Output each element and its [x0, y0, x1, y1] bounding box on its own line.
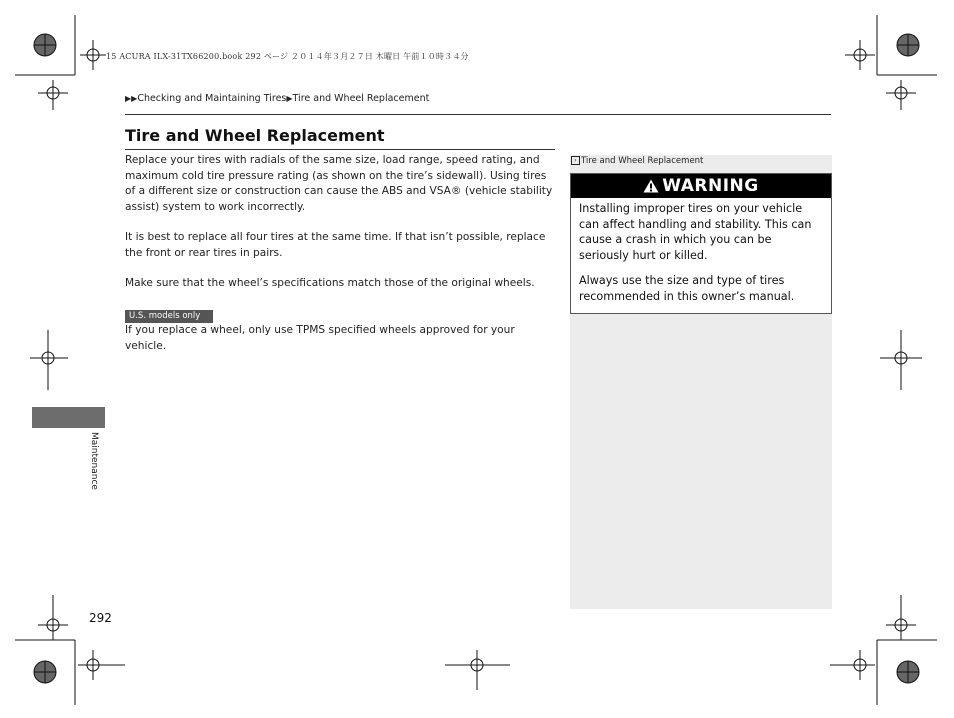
section-tab	[32, 407, 105, 428]
paragraph-tpms: If you replace a wheel, only use TPMS specified wheels approved for your vehicle.	[125, 324, 515, 352]
breadcrumb-separator-icon: ▶	[286, 94, 293, 103]
warning-triangle-icon	[643, 179, 659, 193]
breadcrumb-level1[interactable]: Checking and Maintaining Tires	[137, 93, 287, 104]
reference-arrow-icon: ›	[571, 156, 580, 165]
sidebar-reference[interactable]	[570, 155, 703, 168]
paragraph-tire-replacement: Replace your tires with radials of the same size, load range, speed rating, and maximum cold tire pressure rating (as shown on the tire’s sidewall). Using tires of a different size or construction can cause the ABS and VSA® (vehicle stability assist) system to work incorrectly.	[125, 154, 553, 213]
section-tab-label: Maintenance	[89, 432, 99, 490]
warning-label: WARNING	[662, 176, 759, 196]
breadcrumb-level2[interactable]: Tire and Wheel Replacement	[292, 93, 430, 104]
paragraph-replace-all-four: It is best to replace all four tires at the same time. If that isn’t possible, replace the front or rear tires in pairs.	[125, 231, 546, 259]
title-rule	[125, 149, 555, 150]
header-rule	[125, 114, 831, 115]
page-number: 292	[89, 611, 112, 625]
breadcrumb-arrow-icon: ▶▶	[125, 94, 138, 103]
warning-box	[570, 173, 832, 314]
sidebar-ref-title: Tire and Wheel Replacement	[581, 156, 704, 166]
page-title: Tire and Wheel Replacement	[125, 126, 385, 145]
print-header: 15 ACURA ILX-31TX66200.book 292 ページ ２０１４年３月２７日 木曜日 午前１０時３４分	[106, 52, 469, 61]
warning-text-1: Installing improper tires on your vehicle can affect handling and stability. This can cause a crash in which you can be seriously hurt or killed.	[579, 202, 812, 262]
breadcrumb	[125, 93, 429, 104]
paragraph-wheel-specs: Make sure that the wheel’s specifications match those of the original wheels.	[125, 277, 535, 289]
warning-header	[571, 174, 831, 198]
us-models-badge: U.S. models only	[125, 310, 213, 323]
warning-text-2: Always use the size and type of tires recommended in this owner’s manual.	[579, 274, 795, 303]
